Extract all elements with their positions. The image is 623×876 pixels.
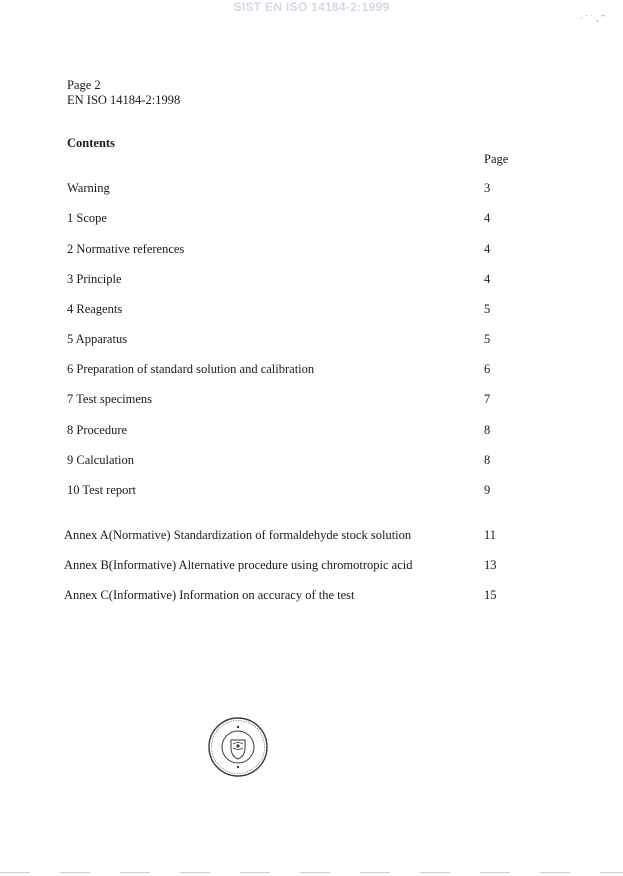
toc-item-label: 10 Test report: [67, 483, 137, 497]
toc-item-label: Annex B(Informative) Alternative procedure using chromotropic acid: [64, 558, 413, 572]
toc-item-label: 6 Preparation of standard solution and calibration: [67, 362, 315, 376]
toc-item-page: 8: [484, 423, 491, 437]
bottom-scan-rule: [0, 872, 623, 873]
toc-item-label: 8 Procedure: [67, 423, 128, 437]
toc-item-page: 3: [484, 181, 491, 195]
toc-item-normative-references[interactable]: [0, 242, 623, 258]
toc-item-page: 4: [484, 242, 491, 256]
toc-item-warning[interactable]: [0, 181, 623, 197]
toc-item-label: 1 Scope: [67, 211, 107, 225]
toc-item-test-report[interactable]: [0, 483, 623, 499]
toc-item-annex-a[interactable]: [0, 528, 623, 544]
page-number-label: Page 2: [67, 78, 101, 92]
scan-artifact-marks: · ′ ˙ , ′′: [580, 14, 605, 23]
toc-item-apparatus[interactable]: [0, 332, 623, 348]
toc-item-page: 9: [484, 483, 491, 497]
toc-item-label: 4 Reagents: [67, 302, 123, 316]
toc-item-page: 15: [484, 588, 497, 602]
toc-item-page: 13: [484, 558, 497, 572]
toc-item-page: 5: [484, 332, 491, 346]
toc-item-page: 4: [484, 211, 491, 225]
toc-item-test-specimens[interactable]: [0, 392, 623, 408]
toc-item-scope[interactable]: [0, 211, 623, 227]
watermark-header: SIST EN ISO 14184-2:1999: [233, 0, 390, 14]
toc-item-procedure[interactable]: [0, 423, 623, 439]
toc-item-page: 4: [484, 272, 491, 286]
toc-item-reagents[interactable]: [0, 302, 623, 318]
toc-item-page: 7: [484, 392, 491, 406]
toc-item-label: 2 Normative references: [67, 242, 185, 256]
toc-item-label: 5 Apparatus: [67, 332, 128, 346]
official-seal-stamp-icon: [207, 716, 269, 778]
toc-item-calculation[interactable]: [0, 453, 623, 469]
toc-item-page: 11: [484, 528, 497, 542]
toc-item-label: 3 Principle: [67, 272, 122, 286]
page-column-header: Page: [484, 152, 509, 166]
toc-item-label: Warning: [67, 181, 110, 195]
toc-item-label: Annex C(Informative) Information on accuracy of the test: [64, 588, 355, 602]
toc-item-page: 6: [484, 362, 491, 376]
contents-title: Contents: [67, 136, 115, 150]
toc-item-annex-b[interactable]: [0, 558, 623, 574]
standard-reference: EN ISO 14184-2:1998: [67, 93, 181, 107]
toc-item-preparation[interactable]: [0, 362, 623, 378]
toc-item-page: 5: [484, 302, 491, 316]
toc-item-label: Annex A(Normative) Standardization of formaldehyde stock solution: [64, 528, 412, 542]
toc-item-annex-c[interactable]: [0, 588, 623, 604]
toc-item-label: 7 Test specimens: [67, 392, 152, 406]
toc-item-principle[interactable]: [0, 272, 623, 288]
toc-item-page: 8: [484, 453, 491, 467]
toc-item-label: 9 Calculation: [67, 453, 134, 467]
